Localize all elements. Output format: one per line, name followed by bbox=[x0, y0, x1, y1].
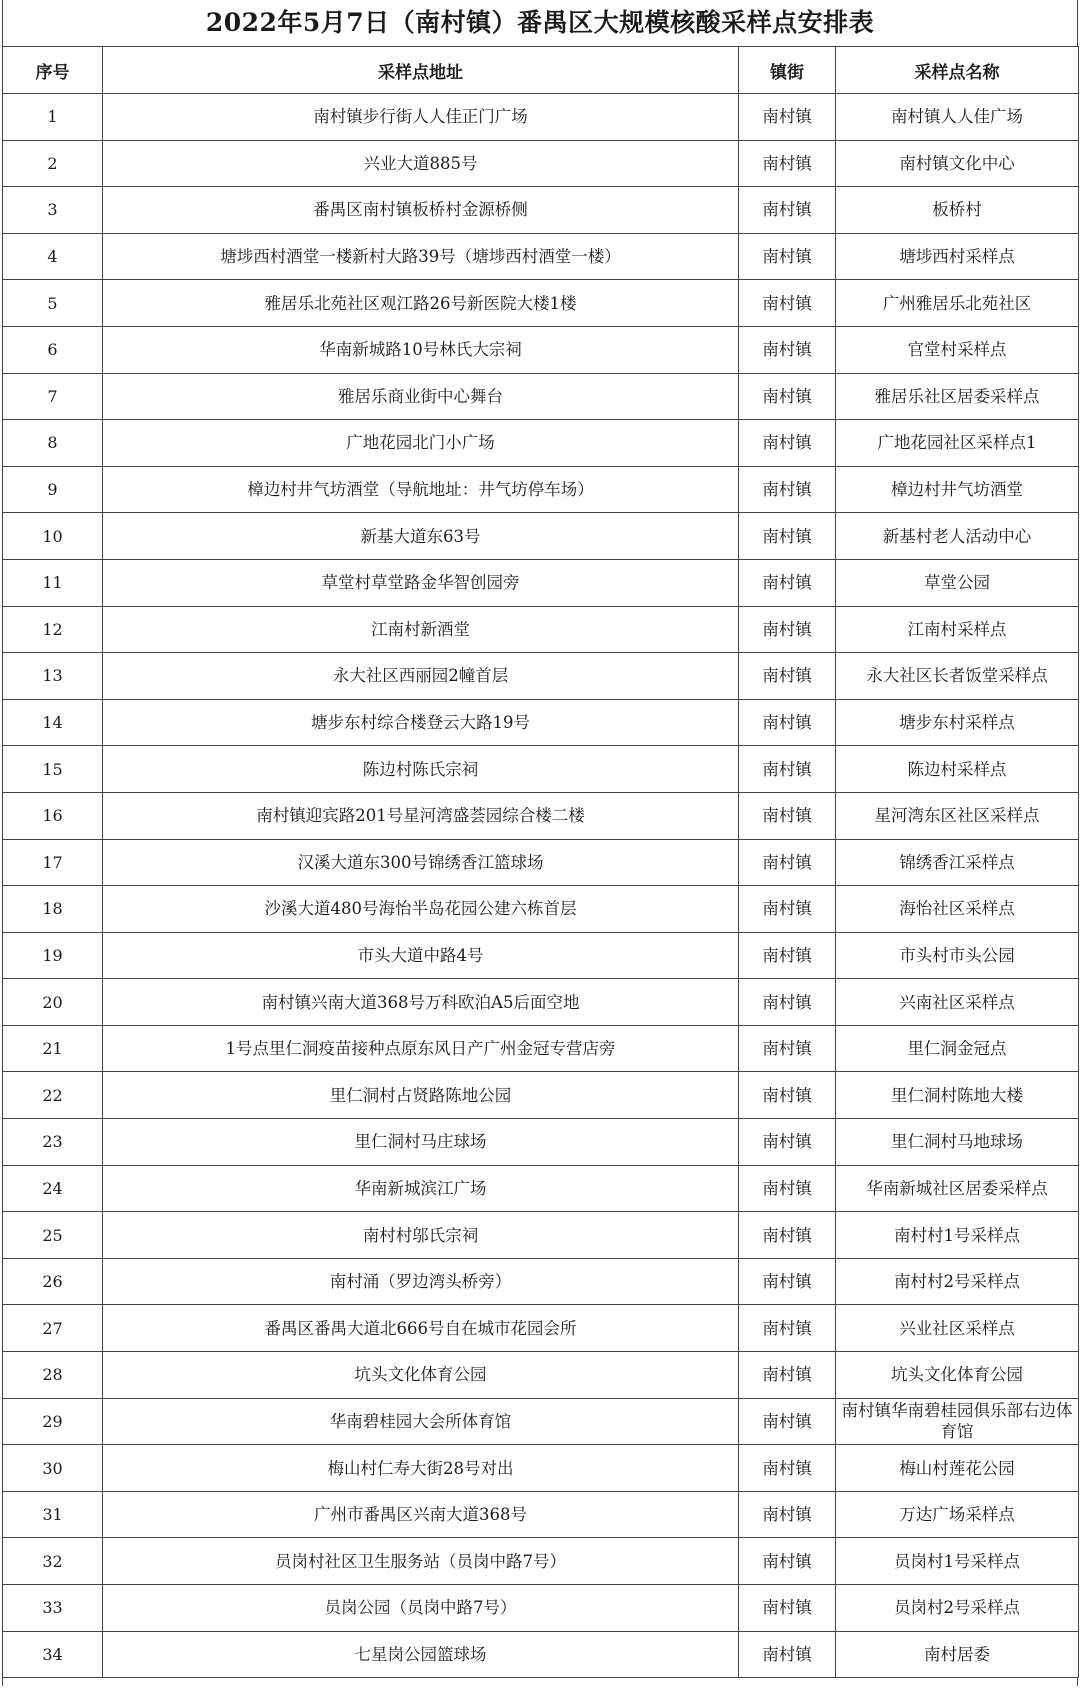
cell-site-name: 新基村老人活动中心 bbox=[836, 513, 1079, 560]
cell-address: 樟边村井气坊酒堂（导航地址：井气坊停车场） bbox=[103, 466, 739, 513]
cell-town: 南村镇 bbox=[739, 1352, 836, 1399]
cell-town: 南村镇 bbox=[739, 839, 836, 886]
table-row bbox=[3, 979, 1079, 1026]
cell-address: 番禺区南村镇板桥村金源桥侧 bbox=[103, 187, 739, 234]
table-row bbox=[3, 233, 1079, 280]
cell-index: 31 bbox=[3, 1491, 103, 1538]
cell-site-name: 南村镇人人佳广场 bbox=[836, 94, 1079, 141]
cell-site-name: 草堂公园 bbox=[836, 559, 1079, 606]
cell-index: 5 bbox=[3, 280, 103, 327]
table-row bbox=[3, 792, 1079, 839]
cell-site-name: 樟边村井气坊酒堂 bbox=[836, 466, 1079, 513]
cell-town: 南村镇 bbox=[739, 140, 836, 187]
cell-town: 南村镇 bbox=[739, 1538, 836, 1585]
cell-address: 雅居乐北苑社区观江路26号新医院大楼1楼 bbox=[103, 280, 739, 327]
cell-site-name: 兴业社区采样点 bbox=[836, 1305, 1079, 1352]
cell-site-name: 江南村采样点 bbox=[836, 606, 1079, 653]
cell-site-name: 永大社区长者饭堂采样点 bbox=[836, 653, 1079, 700]
cell-site-name: 里仁洞村马地球场 bbox=[836, 1119, 1079, 1166]
table-row bbox=[3, 1538, 1079, 1585]
cell-index: 2 bbox=[3, 140, 103, 187]
cell-town: 南村镇 bbox=[739, 1165, 836, 1212]
sheet-bottom-edge bbox=[2, 1678, 1078, 1686]
cell-site-name: 华南新城社区居委采样点 bbox=[836, 1165, 1079, 1212]
table-row bbox=[3, 94, 1079, 141]
cell-address: 里仁洞村占贤路陈地公园 bbox=[103, 1072, 739, 1119]
cell-town: 南村镇 bbox=[739, 1305, 836, 1352]
table-row bbox=[3, 140, 1079, 187]
table-row bbox=[3, 1585, 1079, 1632]
cell-address: 里仁洞村马庄球场 bbox=[103, 1119, 739, 1166]
table-row bbox=[3, 1212, 1079, 1259]
cell-town: 南村镇 bbox=[739, 979, 836, 1026]
column-header-address: 采样点地址 bbox=[103, 47, 739, 94]
cell-address: 番禺区番禺大道北666号自在城市花园会所 bbox=[103, 1305, 739, 1352]
cell-index: 25 bbox=[3, 1212, 103, 1259]
cell-town: 南村镇 bbox=[739, 1212, 836, 1259]
cell-index: 23 bbox=[3, 1119, 103, 1166]
cell-town: 南村镇 bbox=[739, 1631, 836, 1678]
cell-site-name: 陈边村采样点 bbox=[836, 746, 1079, 793]
cell-address: 广州市番禺区兴南大道368号 bbox=[103, 1491, 739, 1538]
cell-site-name: 板桥村 bbox=[836, 187, 1079, 234]
cell-town: 南村镇 bbox=[739, 1025, 836, 1072]
table-row bbox=[3, 699, 1079, 746]
cell-address: 南村镇兴南大道368号万科欧泊A5后面空地 bbox=[103, 979, 739, 1026]
table-row bbox=[3, 1305, 1079, 1352]
cell-index: 17 bbox=[3, 839, 103, 886]
cell-town: 南村镇 bbox=[739, 1072, 836, 1119]
cell-index: 8 bbox=[3, 420, 103, 467]
table-row bbox=[3, 1445, 1079, 1492]
table-row bbox=[3, 1165, 1079, 1212]
cell-town: 南村镇 bbox=[739, 1585, 836, 1632]
cell-address: 1号点里仁洞疫苗接种点原东风日产广州金冠专营店旁 bbox=[103, 1025, 739, 1072]
table-row bbox=[3, 1025, 1079, 1072]
cell-site-name: 坑头文化体育公园 bbox=[836, 1352, 1079, 1399]
cell-site-name: 员岗村1号采样点 bbox=[836, 1538, 1079, 1585]
cell-site-name: 南村镇文化中心 bbox=[836, 140, 1079, 187]
cell-address: 坑头文化体育公园 bbox=[103, 1352, 739, 1399]
cell-site-name: 梅山村莲花公园 bbox=[836, 1445, 1079, 1492]
cell-index: 34 bbox=[3, 1631, 103, 1678]
cell-index: 24 bbox=[3, 1165, 103, 1212]
cell-town: 南村镇 bbox=[739, 1445, 836, 1492]
cell-index: 26 bbox=[3, 1258, 103, 1305]
cell-address: 汉溪大道东300号锦绣香江篮球场 bbox=[103, 839, 739, 886]
cell-index: 7 bbox=[3, 373, 103, 420]
cell-site-name: 南村村2号采样点 bbox=[836, 1258, 1079, 1305]
cell-site-name: 里仁洞村陈地大楼 bbox=[836, 1072, 1079, 1119]
cell-address: 梅山村仁寿大街28号对出 bbox=[103, 1445, 739, 1492]
column-header-town: 镇街 bbox=[739, 47, 836, 94]
cell-town: 南村镇 bbox=[739, 1119, 836, 1166]
table-row bbox=[3, 746, 1079, 793]
cell-index: 21 bbox=[3, 1025, 103, 1072]
table-row bbox=[3, 1352, 1079, 1399]
cell-index: 30 bbox=[3, 1445, 103, 1492]
cell-town: 南村镇 bbox=[739, 513, 836, 560]
cell-site-name: 塘步东村采样点 bbox=[836, 699, 1079, 746]
cell-index: 19 bbox=[3, 932, 103, 979]
cell-site-name: 兴南社区采样点 bbox=[836, 979, 1079, 1026]
cell-town: 南村镇 bbox=[739, 466, 836, 513]
cell-address: 市头大道中路4号 bbox=[103, 932, 739, 979]
cell-address: 塘埗西村酒堂一楼新村大路39号（塘埗西村酒堂一楼） bbox=[103, 233, 739, 280]
page-title: 2022年5月7日（南村镇）番禺区大规模核酸采样点安排表 bbox=[2, 0, 1078, 46]
cell-address: 华南新城路10号林氏大宗祠 bbox=[103, 326, 739, 373]
column-header-site-name: 采样点名称 bbox=[836, 47, 1079, 94]
cell-address: 员岗村社区卫生服务站（员岗中路7号） bbox=[103, 1538, 739, 1585]
cell-town: 南村镇 bbox=[739, 932, 836, 979]
table-row bbox=[3, 1258, 1079, 1305]
cell-index: 12 bbox=[3, 606, 103, 653]
cell-index: 27 bbox=[3, 1305, 103, 1352]
cell-town: 南村镇 bbox=[739, 326, 836, 373]
cell-index: 6 bbox=[3, 326, 103, 373]
column-header-index: 序号 bbox=[3, 47, 103, 94]
cell-address: 沙溪大道480号海怡半岛花园公建六栋首层 bbox=[103, 886, 739, 933]
cell-index: 11 bbox=[3, 559, 103, 606]
table-body bbox=[3, 94, 1079, 1678]
table-row bbox=[3, 420, 1079, 467]
cell-address: 南村涌（罗边湾头桥旁） bbox=[103, 1258, 739, 1305]
cell-index: 10 bbox=[3, 513, 103, 560]
cell-address: 永大社区西丽园2幢首层 bbox=[103, 653, 739, 700]
cell-town: 南村镇 bbox=[739, 792, 836, 839]
cell-index: 14 bbox=[3, 699, 103, 746]
table-row bbox=[3, 839, 1079, 886]
cell-site-name: 南村村1号采样点 bbox=[836, 1212, 1079, 1259]
cell-index: 15 bbox=[3, 746, 103, 793]
cell-town: 南村镇 bbox=[739, 653, 836, 700]
cell-index: 22 bbox=[3, 1072, 103, 1119]
cell-site-name: 雅居乐社区居委采样点 bbox=[836, 373, 1079, 420]
table-row bbox=[3, 187, 1079, 234]
cell-town: 南村镇 bbox=[739, 559, 836, 606]
cell-town: 南村镇 bbox=[739, 606, 836, 653]
cell-index: 29 bbox=[3, 1398, 103, 1445]
cell-address: 华南碧桂园大会所体育馆 bbox=[103, 1398, 739, 1445]
table-row bbox=[3, 653, 1079, 700]
table-row bbox=[3, 466, 1079, 513]
cell-town: 南村镇 bbox=[739, 1258, 836, 1305]
cell-index: 1 bbox=[3, 94, 103, 141]
table-row bbox=[3, 559, 1079, 606]
cell-town: 南村镇 bbox=[739, 187, 836, 234]
cell-index: 4 bbox=[3, 233, 103, 280]
cell-site-name: 星河湾东区社区采样点 bbox=[836, 792, 1079, 839]
cell-index: 28 bbox=[3, 1352, 103, 1399]
cell-address: 陈边村陈氏宗祠 bbox=[103, 746, 739, 793]
cell-site-name: 塘埗西村采样点 bbox=[836, 233, 1079, 280]
cell-town: 南村镇 bbox=[739, 699, 836, 746]
cell-address: 南村镇迎宾路201号星河湾盛荟园综合楼二楼 bbox=[103, 792, 739, 839]
cell-site-name: 员岗村2号采样点 bbox=[836, 1585, 1079, 1632]
cell-site-name: 锦绣香江采样点 bbox=[836, 839, 1079, 886]
cell-address: 草堂村草堂路金华智创园旁 bbox=[103, 559, 739, 606]
cell-site-name: 万达广场采样点 bbox=[836, 1491, 1079, 1538]
table-row bbox=[3, 886, 1079, 933]
cell-town: 南村镇 bbox=[739, 420, 836, 467]
cell-site-name: 南村镇华南碧桂园俱乐部右边体育馆 bbox=[836, 1398, 1079, 1445]
cell-address: 员岗公园（员岗中路7号） bbox=[103, 1585, 739, 1632]
table-row bbox=[3, 1398, 1079, 1445]
cell-index: 16 bbox=[3, 792, 103, 839]
cell-address: 塘步东村综合楼登云大路19号 bbox=[103, 699, 739, 746]
cell-town: 南村镇 bbox=[739, 233, 836, 280]
cell-town: 南村镇 bbox=[739, 886, 836, 933]
cell-address: 雅居乐商业街中心舞台 bbox=[103, 373, 739, 420]
cell-town: 南村镇 bbox=[739, 746, 836, 793]
cell-index: 32 bbox=[3, 1538, 103, 1585]
table-row bbox=[3, 1119, 1079, 1166]
table-row bbox=[3, 280, 1079, 327]
spreadsheet bbox=[2, 0, 1078, 1686]
cell-address: 广地花园北门小广场 bbox=[103, 420, 739, 467]
cell-index: 18 bbox=[3, 886, 103, 933]
cell-town: 南村镇 bbox=[739, 280, 836, 327]
cell-address: 华南新城滨江广场 bbox=[103, 1165, 739, 1212]
cell-address: 江南村新酒堂 bbox=[103, 606, 739, 653]
cell-index: 20 bbox=[3, 979, 103, 1026]
cell-address: 新基大道东63号 bbox=[103, 513, 739, 560]
cell-site-name: 南村居委 bbox=[836, 1631, 1079, 1678]
cell-address: 南村镇步行街人人佳正门广场 bbox=[103, 94, 739, 141]
table-header-row bbox=[3, 47, 1079, 94]
cell-index: 13 bbox=[3, 653, 103, 700]
cell-town: 南村镇 bbox=[739, 1398, 836, 1445]
cell-site-name: 广地花园社区采样点1 bbox=[836, 420, 1079, 467]
table-row bbox=[3, 373, 1079, 420]
cell-town: 南村镇 bbox=[739, 373, 836, 420]
cell-site-name: 市头村市头公园 bbox=[836, 932, 1079, 979]
table-row bbox=[3, 326, 1079, 373]
sampling-sites-table bbox=[2, 46, 1079, 1678]
table-row bbox=[3, 1491, 1079, 1538]
cell-site-name: 海怡社区采样点 bbox=[836, 886, 1079, 933]
table-row bbox=[3, 932, 1079, 979]
cell-site-name: 广州雅居乐北苑社区 bbox=[836, 280, 1079, 327]
cell-town: 南村镇 bbox=[739, 94, 836, 141]
cell-index: 33 bbox=[3, 1585, 103, 1632]
cell-address: 兴业大道885号 bbox=[103, 140, 739, 187]
cell-address: 七星岗公园篮球场 bbox=[103, 1631, 739, 1678]
cell-address: 南村村邬氏宗祠 bbox=[103, 1212, 739, 1259]
cell-site-name: 里仁洞金冠点 bbox=[836, 1025, 1079, 1072]
cell-site-name: 官堂村采样点 bbox=[836, 326, 1079, 373]
cell-town: 南村镇 bbox=[739, 1491, 836, 1538]
cell-index: 3 bbox=[3, 187, 103, 234]
table-row bbox=[3, 513, 1079, 560]
table-row bbox=[3, 1631, 1079, 1678]
table-row bbox=[3, 1072, 1079, 1119]
table-row bbox=[3, 606, 1079, 653]
cell-index: 9 bbox=[3, 466, 103, 513]
